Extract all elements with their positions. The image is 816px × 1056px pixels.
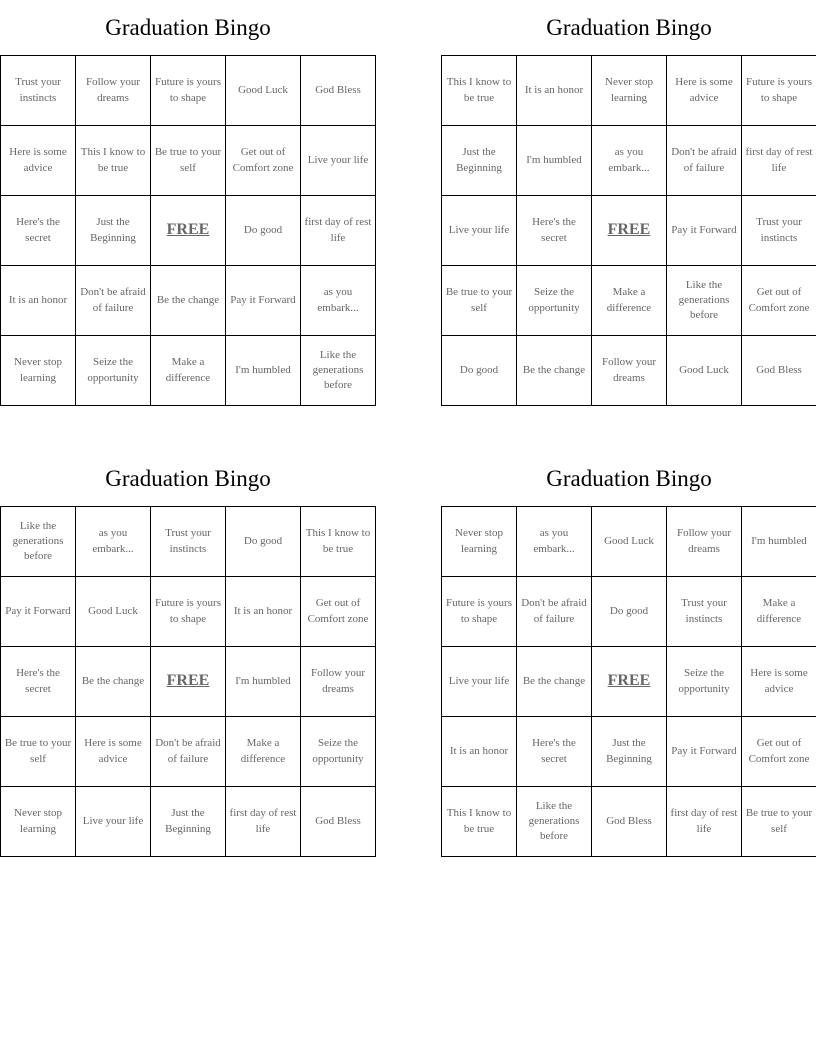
- bingo-cell: first day of rest life: [667, 787, 742, 857]
- bingo-cell: Good Luck: [592, 507, 667, 577]
- bingo-cell: Follow your dreams: [667, 507, 742, 577]
- bingo-cell: as you embark...: [592, 126, 667, 196]
- bingo-row: [442, 56, 816, 126]
- bingo-cell: Make a difference: [742, 577, 816, 647]
- bingo-grid: [0, 506, 376, 857]
- bingo-row: [1, 196, 376, 266]
- free-cell: FREE: [592, 196, 667, 266]
- bingo-cell: Don't be afraid of failure: [76, 266, 151, 336]
- bingo-cell: as you embark...: [517, 507, 592, 577]
- bingo-cell: Live your life: [442, 196, 517, 266]
- bingo-cell: God Bless: [301, 787, 376, 857]
- bingo-cell: Here's the secret: [1, 647, 76, 717]
- bingo-cell: Trust your instincts: [151, 507, 226, 577]
- bingo-cell: This I know to be true: [76, 126, 151, 196]
- bingo-cell: Seize the opportunity: [301, 717, 376, 787]
- bingo-cell: Get out of Comfort zone: [226, 126, 301, 196]
- bingo-row: [442, 196, 816, 266]
- bingo-cell: Be true to your self: [742, 787, 816, 857]
- bingo-cell: Be true to your self: [1, 717, 76, 787]
- bingo-row: [442, 507, 816, 577]
- bingo-cell: Be the change: [76, 647, 151, 717]
- bingo-cell: Here is some advice: [1, 126, 76, 196]
- bingo-cell: Trust your instincts: [667, 577, 742, 647]
- bingo-cell: This I know to be true: [442, 787, 517, 857]
- bingo-cell: as you embark...: [76, 507, 151, 577]
- bingo-cell: Pay it Forward: [667, 717, 742, 787]
- bingo-row: [1, 56, 376, 126]
- bingo-cell: I'm humbled: [226, 336, 301, 406]
- bingo-cell: Here's the secret: [517, 196, 592, 266]
- bingo-card-4: [441, 451, 816, 857]
- bingo-cell: Here's the secret: [517, 717, 592, 787]
- bingo-row: [442, 577, 816, 647]
- free-cell: FREE: [151, 196, 226, 266]
- bingo-row: [442, 647, 816, 717]
- bingo-cell: Here is some advice: [76, 717, 151, 787]
- bingo-cell: Trust your instincts: [742, 196, 816, 266]
- bingo-cell: It is an honor: [442, 717, 517, 787]
- bingo-cell: I'm humbled: [742, 507, 816, 577]
- bingo-cell: Seize the opportunity: [76, 336, 151, 406]
- bingo-card-2: [441, 0, 816, 406]
- bingo-cell: Never stop learning: [1, 336, 76, 406]
- bingo-row: [442, 717, 816, 787]
- bingo-cell: Get out of Comfort zone: [301, 577, 376, 647]
- bingo-cell: This I know to be true: [301, 507, 376, 577]
- bingo-cell: Future is yours to shape: [151, 56, 226, 126]
- bingo-cell: Good Luck: [76, 577, 151, 647]
- bingo-cell: Pay it Forward: [226, 266, 301, 336]
- bingo-cell: Be the change: [517, 647, 592, 717]
- bingo-cell: Live your life: [76, 787, 151, 857]
- bingo-cell: first day of rest life: [301, 196, 376, 266]
- bingo-cell: Do good: [442, 336, 517, 406]
- bingo-cell: first day of rest life: [226, 787, 301, 857]
- bingo-cell: as you embark...: [301, 266, 376, 336]
- bingo-grid: [0, 55, 376, 406]
- card-title: Graduation Bingo: [105, 466, 271, 491]
- bingo-row: [442, 126, 816, 196]
- bingo-cell: Pay it Forward: [1, 577, 76, 647]
- bingo-cell: Like the generations before: [301, 336, 376, 406]
- bingo-cell: Follow your dreams: [76, 56, 151, 126]
- bingo-cell: first day of rest life: [742, 126, 816, 196]
- bingo-row: [1, 507, 376, 577]
- bingo-cell: Just the Beginning: [442, 126, 517, 196]
- bingo-cell: Future is yours to shape: [151, 577, 226, 647]
- bingo-row: [1, 266, 376, 336]
- bingo-cell: Good Luck: [226, 56, 301, 126]
- bingo-cell: God Bless: [301, 56, 376, 126]
- bingo-cell: Make a difference: [151, 336, 226, 406]
- bingo-cell: Make a difference: [226, 717, 301, 787]
- bingo-row: [1, 787, 376, 857]
- bingo-cell: Get out of Comfort zone: [742, 717, 816, 787]
- bingo-cell: Be the change: [151, 266, 226, 336]
- bingo-cell: Do good: [226, 196, 301, 266]
- bingo-cell: Like the generations before: [1, 507, 76, 577]
- bingo-cell: Good Luck: [667, 336, 742, 406]
- card-title: Graduation Bingo: [546, 15, 712, 40]
- bingo-row: [1, 336, 376, 406]
- bingo-cell: God Bless: [742, 336, 816, 406]
- bingo-cell: Don't be afraid of failure: [517, 577, 592, 647]
- bingo-cell: It is an honor: [226, 577, 301, 647]
- bingo-cell: Follow your dreams: [592, 336, 667, 406]
- bingo-grid: [441, 55, 816, 406]
- free-cell: FREE: [151, 647, 226, 717]
- bingo-cell: Pay it Forward: [667, 196, 742, 266]
- bingo-card-1: [0, 0, 376, 406]
- bingo-cell: I'm humbled: [517, 126, 592, 196]
- bingo-cell: Just the Beginning: [76, 196, 151, 266]
- bingo-cell: Future is yours to shape: [442, 577, 517, 647]
- card-title: Graduation Bingo: [105, 15, 271, 40]
- card-title: Graduation Bingo: [546, 466, 712, 491]
- bingo-cell: Just the Beginning: [592, 717, 667, 787]
- bingo-cell: Never stop learning: [1, 787, 76, 857]
- bingo-cell: Don't be afraid of failure: [151, 717, 226, 787]
- bingo-cell: God Bless: [592, 787, 667, 857]
- bingo-cell: Be true to your self: [442, 266, 517, 336]
- bingo-row: [1, 577, 376, 647]
- bingo-cell: Here's the secret: [1, 196, 76, 266]
- bingo-cell: It is an honor: [517, 56, 592, 126]
- bingo-cell: Live your life: [442, 647, 517, 717]
- bingo-cell: Never stop learning: [442, 507, 517, 577]
- bingo-cell: Like the generations before: [667, 266, 742, 336]
- bingo-row: [442, 266, 816, 336]
- bingo-cell: Follow your dreams: [301, 647, 376, 717]
- bingo-cell: Never stop learning: [592, 56, 667, 126]
- bingo-cell: Like the generations before: [517, 787, 592, 857]
- bingo-row: [1, 126, 376, 196]
- bingo-cell: Trust your instincts: [1, 56, 76, 126]
- bingo-cell: Don't be afraid of failure: [667, 126, 742, 196]
- bingo-cell: Make a difference: [592, 266, 667, 336]
- bingo-row: [1, 647, 376, 717]
- bingo-cell: Get out of Comfort zone: [742, 266, 816, 336]
- bingo-row: [442, 336, 816, 406]
- bingo-cell: Live your life: [301, 126, 376, 196]
- bingo-card-3: [0, 451, 376, 857]
- bingo-row: [1, 717, 376, 787]
- bingo-cell: Here is some advice: [742, 647, 816, 717]
- bingo-row: [442, 787, 816, 857]
- bingo-cell: I'm humbled: [226, 647, 301, 717]
- bingo-cell: Be the change: [517, 336, 592, 406]
- bingo-cell: Do good: [226, 507, 301, 577]
- bingo-cell: Be true to your self: [151, 126, 226, 196]
- bingo-cell: It is an honor: [1, 266, 76, 336]
- bingo-cell: Do good: [592, 577, 667, 647]
- bingo-cell: Here is some advice: [667, 56, 742, 126]
- bingo-cell: Future is yours to shape: [742, 56, 816, 126]
- bingo-grid: [441, 506, 816, 857]
- bingo-cell: This I know to be true: [442, 56, 517, 126]
- bingo-cell: Seize the opportunity: [667, 647, 742, 717]
- bingo-cell: Seize the opportunity: [517, 266, 592, 336]
- bingo-cell: Just the Beginning: [151, 787, 226, 857]
- free-cell: FREE: [592, 647, 667, 717]
